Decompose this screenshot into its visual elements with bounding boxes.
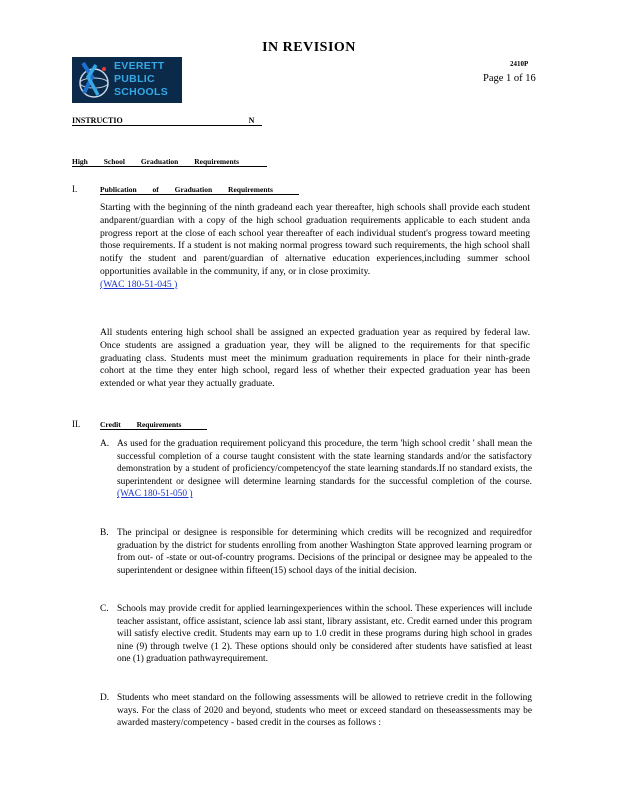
list-item-text: The principal or designee is responsible for determining which credits will be recognized and requiredfor graduation by the district for students enrolling from another Washington State approved learning program or from out- of -state or out-of-country programs. Decisions of the principal or designee may be appealed to the superintendent or designee within fifteen(15) school days of the initial decision. bbox=[117, 528, 532, 576]
paragraph bbox=[100, 202, 530, 292]
revision-banner: IN REVISION bbox=[262, 40, 356, 55]
wac-reference-link[interactable]: (WAC 180-51-050 ) bbox=[117, 489, 193, 500]
list-item bbox=[100, 692, 532, 730]
list-item bbox=[100, 527, 532, 577]
section-heading: Credit Requirements bbox=[100, 420, 207, 430]
list-item-label: A. bbox=[100, 439, 110, 449]
section-number: I. bbox=[72, 184, 78, 194]
list-item-text: Students who meet standard on the following assessments will be allowed to retrieve credit in the following ways. For the class of 2020 and beyond, students who meet or exceed standard on theseassessments may be awarded mastery/competency - based credit in the courses as follows : bbox=[117, 693, 532, 729]
paragraph bbox=[100, 327, 530, 391]
list-item-text: As used for the graduation requirement policyand this procedure, the term 'high school credit ' shall mean the successful completion of a course taught consistent with the state learning standards and/or the satisfactory demonstration by a student of proficiency/competencyof the state learning standards.If no standard exists, the superintendent or designee will determine learning standards for the successful completion of the course. bbox=[117, 439, 532, 487]
category-text: INSTRUCTIO N bbox=[72, 116, 262, 126]
logo-text-line-1: EVERETT bbox=[114, 60, 165, 72]
district-logo bbox=[72, 57, 182, 103]
list-item bbox=[100, 603, 532, 666]
logo-text-line-2: PUBLIC bbox=[114, 73, 155, 85]
wac-reference-link[interactable]: (WAC 180-51-045 ) bbox=[100, 278, 178, 290]
category-label bbox=[72, 116, 262, 125]
list-item-text: Schools may provide credit for applied learningexperiences within the school. These experiences will include teacher assistant, office assistant, science lab assi stant, library assistant, etc. Credit earned under this program will satisfy elective credit. Students may earn up to 1.0 credit in these programs during high school in grades nine (9) through twelve (1 2). These options should only be considered after students have satisfied at least one (1) graduation pathwayrequirement. bbox=[117, 604, 532, 665]
paragraph-text: Starting with the beginning of the ninth gradeand each year thereafter, high schools shall provide each student andparent/guardian with a copy of the high school graduation requirements applicable to each student anda progress report at the close of each school year thereafter of each individual student's progress toward meeting those requirements. If a student is not making normal progress toward such requirements, the high school shall notify the student and parent/guardian of alternative education experiences,including summer school opportunities available in the community, if any, or in close proximity. bbox=[100, 202, 530, 277]
document-title: High School Graduation Requirements bbox=[72, 157, 267, 167]
section-heading: Publication of Graduation Requirements bbox=[100, 185, 299, 195]
list-item-label: D. bbox=[100, 693, 110, 703]
list-item bbox=[100, 438, 532, 501]
page-number: Page 1 of 16 bbox=[483, 73, 536, 84]
logo-emblem-icon bbox=[74, 59, 114, 101]
policy-number: 2410P bbox=[510, 60, 529, 68]
list-item-label: C. bbox=[100, 604, 109, 614]
list-item-body bbox=[117, 438, 532, 501]
section-number: II. bbox=[72, 419, 81, 429]
list-item-label: B. bbox=[100, 528, 109, 538]
logo-text-line-3: SCHOOLS bbox=[114, 86, 169, 98]
paragraph-text: All students entering high school shall be assigned an expected graduation year as required by federal law. Once students are assigned a graduation year, they will be aligned to the requirements for that specific graduating class. Students must meet the minimum graduation requirements in place for their ninth-grade cohort at the time they enter high school, regard less of whether their expected graduation year has been extended or what year they actually graduate. bbox=[100, 327, 530, 390]
